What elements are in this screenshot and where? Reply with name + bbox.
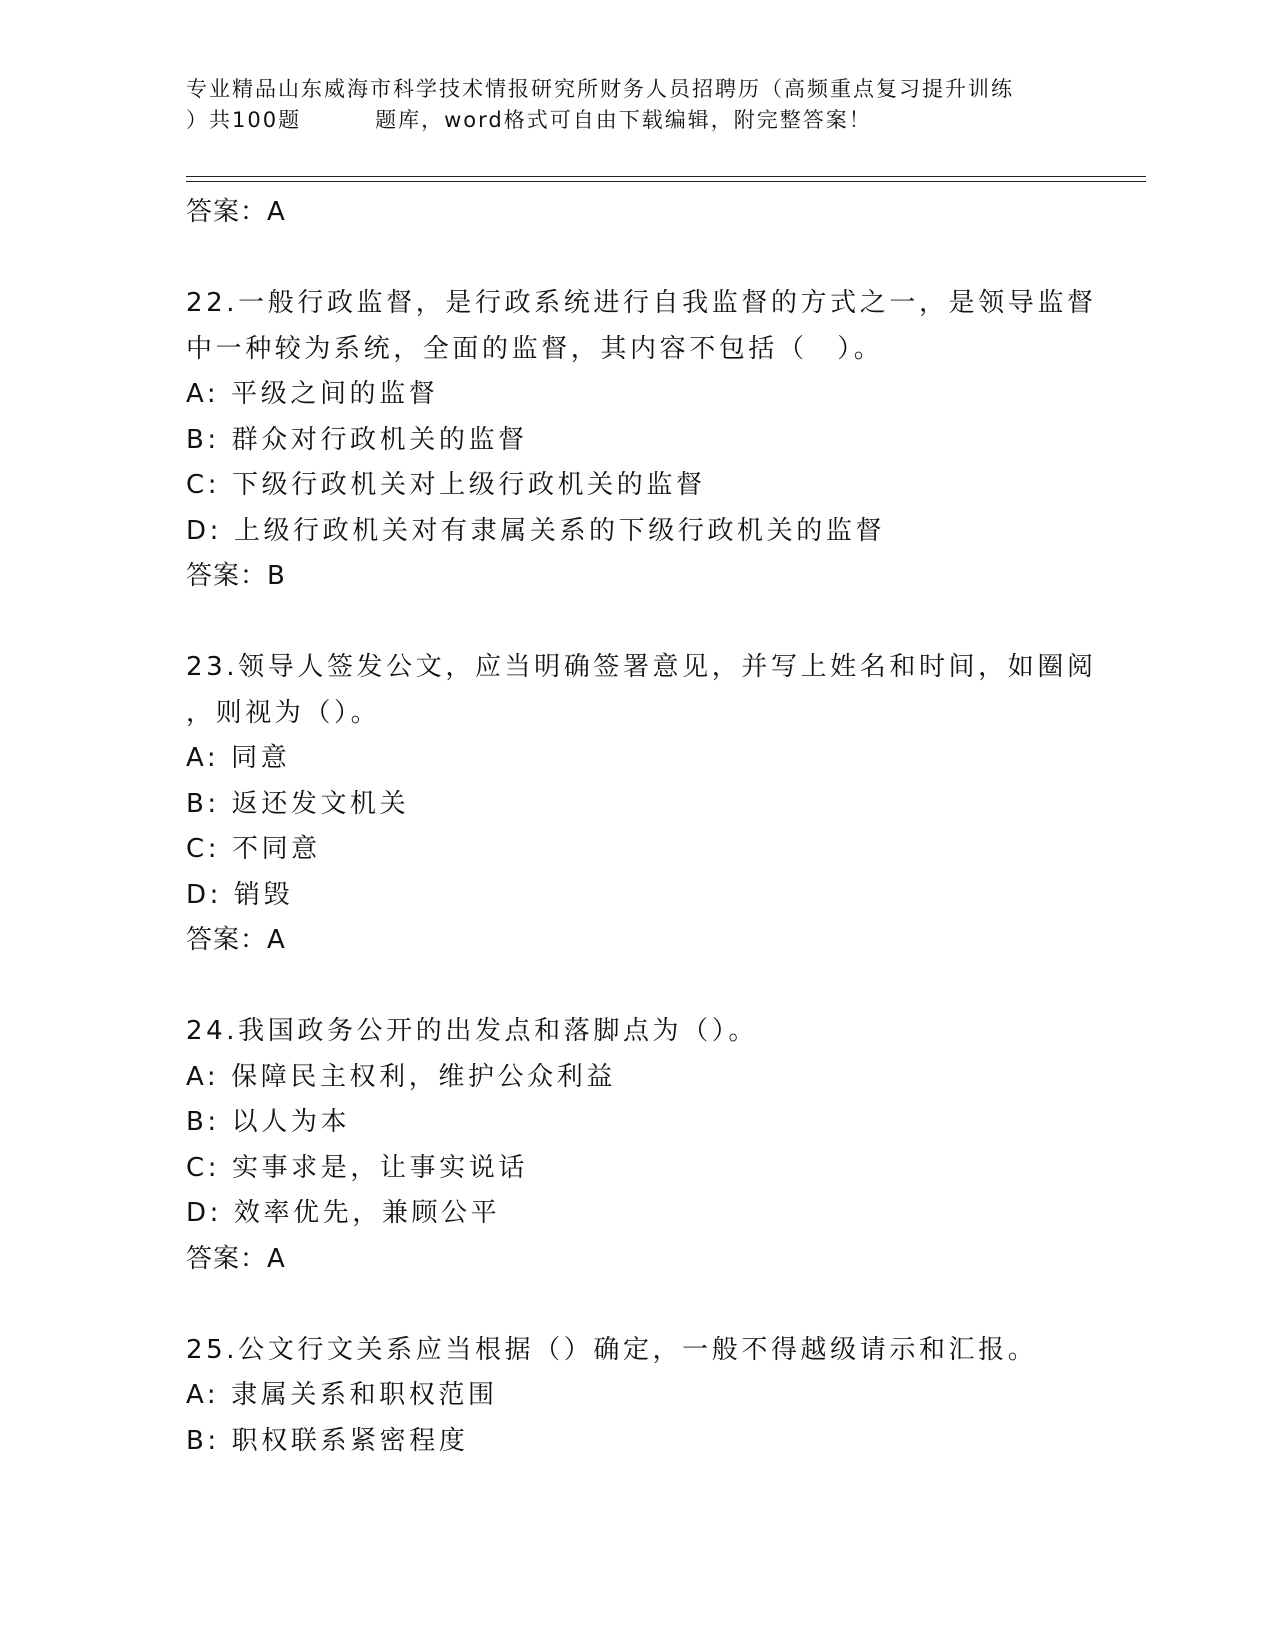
answer: 答案：A (186, 925, 286, 955)
header-divider-top (186, 176, 1146, 177)
option-b: B: 返还发文机关 (186, 788, 410, 819)
previous-answer: 答案：A (186, 197, 286, 227)
option-d: D: 效率优先，兼顾公平 (186, 1198, 501, 1228)
header-line-2-end: 题库，word格式可自由下载编辑，附完整答案！ (375, 108, 872, 132)
option-a: A: 保障民主权利，维护公众利益 (186, 1061, 616, 1092)
question-22 (186, 281, 1097, 600)
question-stem: ，则视为（）。 (186, 697, 381, 728)
option-b: B: 以人为本 (186, 1107, 351, 1137)
option-b: B: 职权联系紧密程度 (186, 1425, 469, 1456)
question-stem: 中一种较为系统，全面的监督，其内容不包括（ ）。 (186, 333, 884, 364)
option-a: A: 同意 (186, 743, 291, 773)
header-divider-bottom (186, 181, 1146, 182)
option-c: C: 不同意 (186, 834, 321, 864)
header-line-2 (186, 105, 1086, 136)
option-d: D: 上级行政机关对有隶属关系的下级行政机关的监督 (186, 515, 886, 546)
option-c: C: 实事求是，让事实说话 (186, 1152, 528, 1183)
answer: 答案：A (186, 1243, 286, 1274)
question-24 (186, 1009, 1086, 1282)
question-stem: 22.一般行政监督，是行政系统进行自我监督的方式之一，是领导监督 (186, 288, 1097, 318)
question-stem: 25.公文行文关系应当根据（）确定，一般不得越级请示和汇报。 (186, 1334, 1038, 1365)
question-23 (186, 645, 1097, 964)
header-line-2-start: ）共100题 (186, 108, 302, 132)
question-25 (186, 1328, 1086, 1465)
option-c: C: 下级行政机关对上级行政机关的监督 (186, 470, 706, 500)
option-a: A: 平级之间的监督 (186, 379, 439, 409)
question-stem: 24.我国政务公开的出发点和落脚点为（）。 (186, 1016, 758, 1046)
answer: 答案：B (186, 561, 286, 591)
header-line-1: 专业精品山东威海市科学技术情报研究所财务人员招聘历（高频重点复习提升训练 (186, 77, 1014, 101)
document-body (186, 190, 1097, 1464)
option-b: B: 群众对行政机关的监督 (186, 424, 528, 455)
option-a: A: 隶属关系和职权范围 (186, 1380, 498, 1410)
question-stem: 23.领导人签发公文，应当明确签署意见，并写上姓名和时间，如圈阅 (186, 652, 1097, 682)
page-header (186, 74, 1086, 136)
option-d: D: 销毁 (186, 879, 294, 910)
